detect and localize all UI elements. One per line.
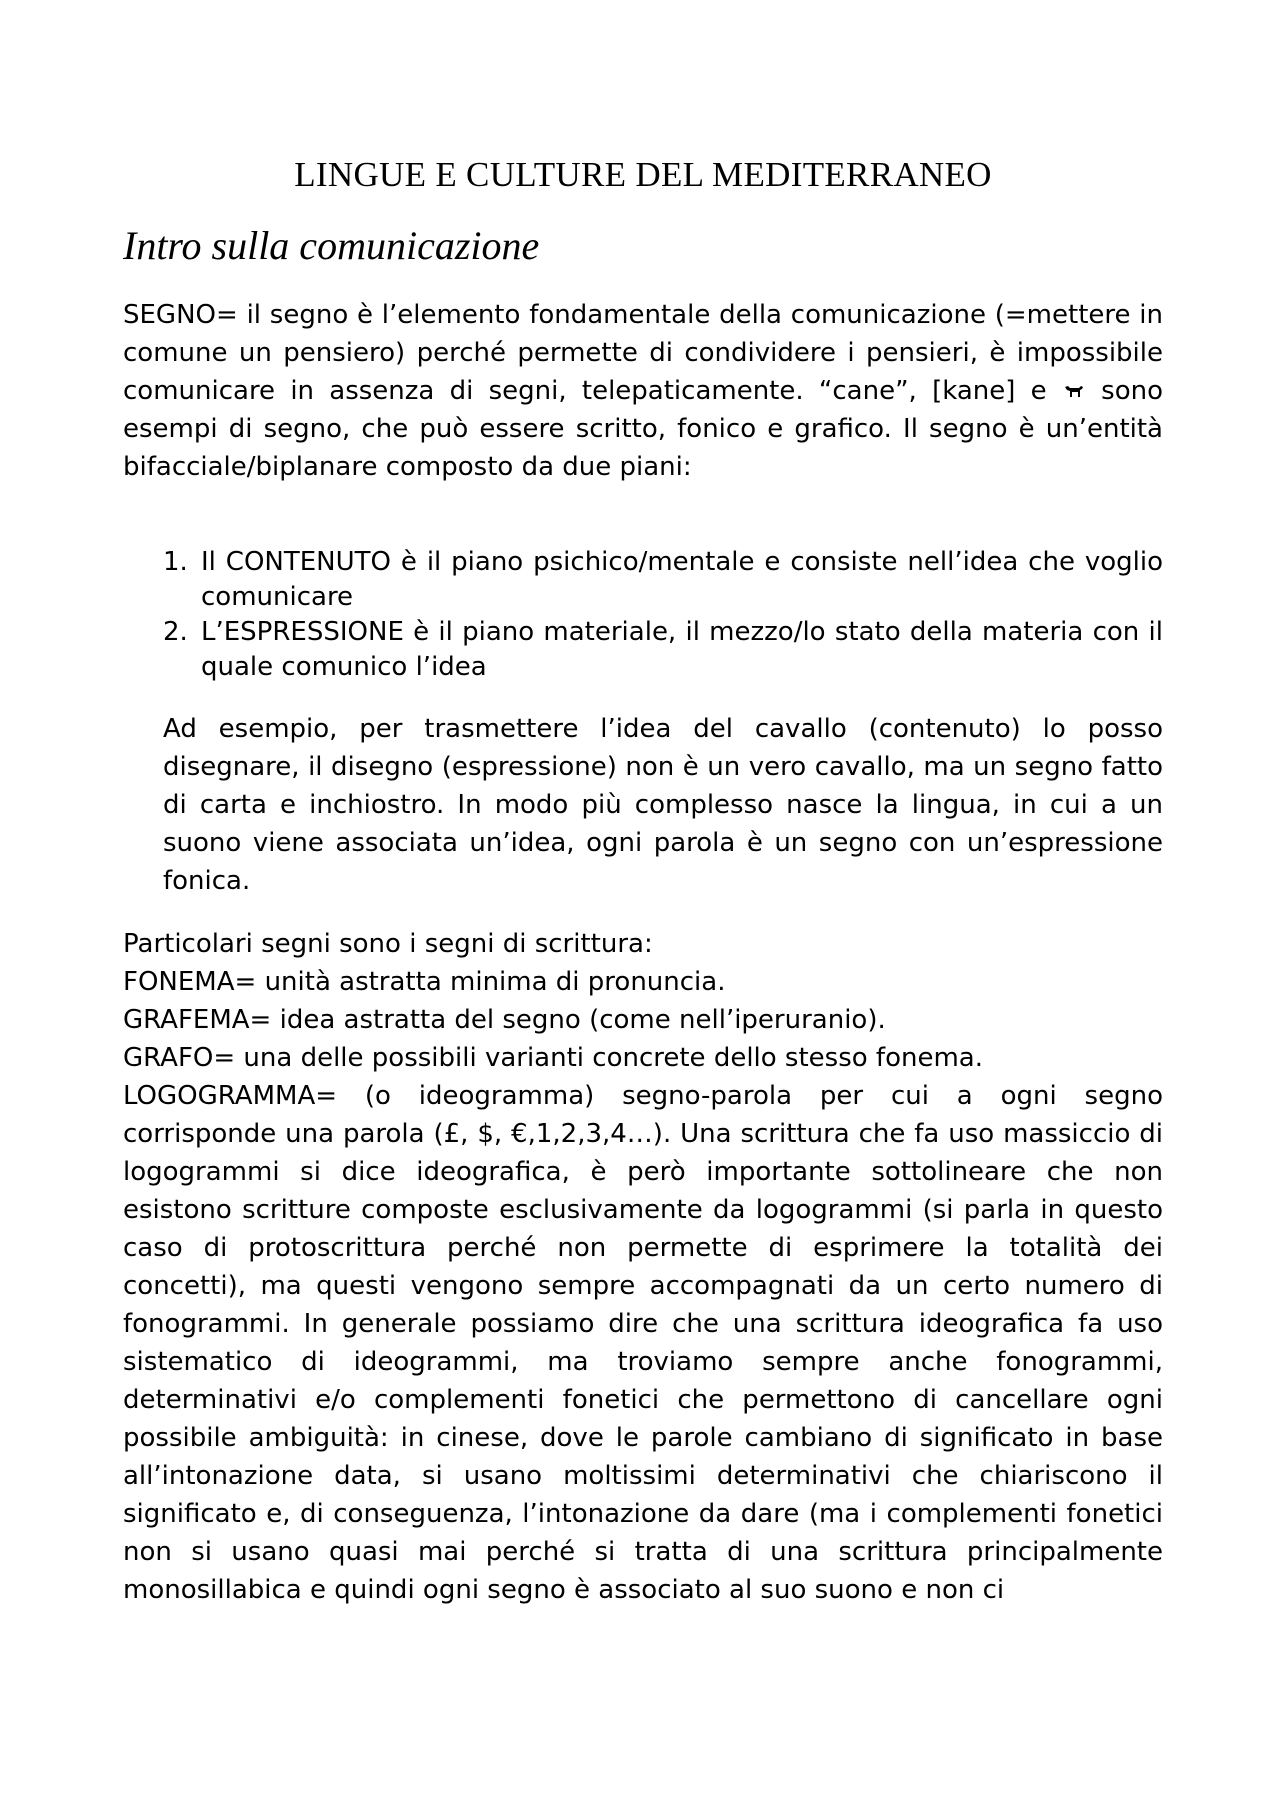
list-item-text: L’ESPRESSIONE è il piano materiale, il mezzo/lo stato della materia con il quale comunico l’idea: [201, 617, 1163, 682]
list-item: [163, 615, 1163, 685]
definition-grafema: GRAFEMA= idea astratta del segno (come nell’iperuranio).: [123, 1005, 886, 1035]
definitions-block: [123, 925, 1163, 1609]
definitions-intro: Particolari segni sono i segni di scrittura:: [123, 929, 653, 959]
document-title: LINGUE E CULTURE DEL MEDITERRANEO: [294, 155, 992, 194]
dog-icon: [1064, 384, 1084, 400]
list-item-number: 1.: [163, 547, 188, 577]
segno-text-end: sono esempi di segno, che può essere scritto, fonico e grafico. Il segno è un’entità bifacciale/biplanare composto da due piani:: [123, 376, 1163, 482]
planes-list: [163, 545, 1163, 685]
list-item-text: Il CONTENUTO è il piano psichico/mentale e consiste nell’idea che voglio comunicare: [201, 547, 1163, 612]
definition-fonema: FONEMA= unità astratta minima di pronuncia.: [123, 967, 726, 997]
list-item-number: 2.: [163, 617, 188, 647]
example-paragraph: Ad esempio, per trasmettere l’idea del cavallo (contenuto) lo posso disegnare, il disegno (espressione) non è un vero cavallo, ma un segno fatto di carta e inchiostro. In modo più complesso nasce la lingua, in cui a un suono viene associata un’idea, ogni parola è un segno con un’espressione fonica.: [163, 714, 1163, 896]
definition-grafo: GRAFO= una delle possibili varianti concrete dello stesso fonema.: [123, 1043, 983, 1073]
segno-paragraph: [123, 296, 1163, 486]
list-item: [163, 545, 1163, 615]
segno-text-start: SEGNO= il segno è l’elemento fondamentale della comunicazione (=mettere in comune un pensiero) perché permette di condividere i pensieri, è impossibile comunicare in assenza di segni, telepaticamente. “cane”, [kane] e: [123, 300, 1163, 406]
definition-logogramma: LOGOGRAMMA= (o ideogramma) segno-parola per cui a ogni segno corrisponde una parola (£, $, €,1,2,3,4…). Una scrittura che fa uso massiccio di logogrammi si dice ideografica, è però importante sottolineare che non esistono scritture composte esclusivamente da logogrammi (si parla in questo caso di protoscrittura perché non permette di esprimere la totalità dei concetti), ma questi vengono sempre accompagnati da un certo numero di fonogrammi. In generale possiamo dire che una scrittura ideografica fa uso sistematico di ideogrammi, ma troviamo sempre anche fonogrammi, determinativi e/o complementi fonetici che permettono di cancellare ogni possibile ambiguità: in cinese, dove le parole cambiano di significato in base all’intonazione data, si usano moltissimi determinativi che chiariscono il significato e, di conseguenza, l’intonazione da dare (ma i complementi fonetici non si usano quasi mai perché si tratta di una scrittura principalmente monosillabica e quindi ogni segno è associato al suo suono e non ci: [123, 1081, 1163, 1605]
section-heading: Intro sulla comunicazione: [123, 223, 540, 268]
